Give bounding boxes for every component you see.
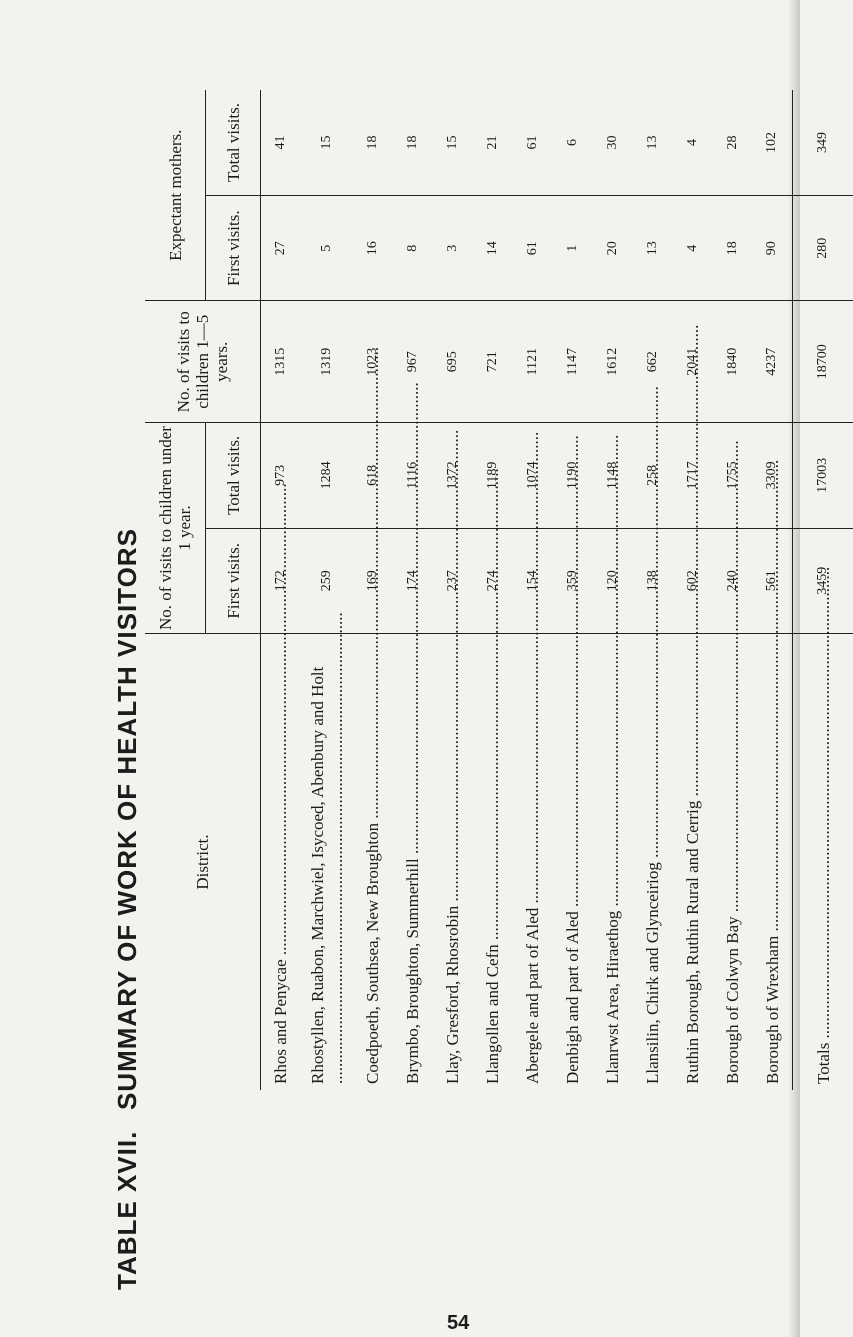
caption-table-label-text: TABLE XVII. [112,1130,142,1290]
value-cell-visits-1-5: 4237 [753,301,793,423]
totals-cell-em-total: 349 [793,90,853,195]
value-cell-em-first: 4 [673,195,713,300]
table-row [301,90,353,1090]
page-number-text: 54 [447,1312,470,1334]
value-cell-first-u1: 174 [393,528,433,633]
table-row [393,90,433,1090]
value-cell-visits-1-5: 1315 [261,301,301,423]
value-cell-em-first: 1 [553,195,593,300]
value-cell-total-u1: 1148 [593,423,633,528]
district-cell: Borough of Wrexham ..... [753,633,793,1090]
table-row [553,90,593,1090]
district-cell: Rhos and Penycae ..... [261,633,301,1090]
value-cell-first-u1: 172 [261,528,301,633]
value-cell-total-u1: 258 [633,423,673,528]
value-cell-em-total: 102 [764,132,780,153]
children-1-5-header: No. of visits to children 1—5 years. [145,301,261,423]
district-cell: Llansilin, Chirk and Glynceiriog ..... [633,633,673,1090]
value-cell-first-u1: 259 [301,528,353,633]
district-cell: Llay, Gresford, Rhosrobin ..... [433,633,473,1090]
value-cell-em-first: 8 [393,195,433,300]
value-cell-em-first: 5 [301,195,353,300]
table-row [473,90,513,1090]
value-cell-first-u1: 169 [353,528,393,633]
table-row [633,90,673,1090]
totals-cell-em-first: 280 [793,195,853,300]
totals-cell-visits-1-5: 18700 [793,301,853,423]
value-cell-total-u1: 1189 [473,423,513,528]
value-cell-total-u1: 1755 [713,423,753,528]
value-cell-em-total: 28 [724,135,740,150]
value-cell-total-u1: 1284 [301,423,353,528]
value-cell-em-first: 90 [753,195,793,300]
table-row [353,90,393,1090]
value-cell-total-u1: 1190 [553,423,593,528]
value-cell-first-u1: 602 [673,528,713,633]
value-cell-total-u1: 1372 [433,423,473,528]
totals-cell-first-u1: 3459 [793,528,853,633]
district-cell: Denbigh and part of Aled ..... [553,633,593,1090]
table-row [513,90,553,1090]
value-cell-visits-1-5: 662 [633,301,673,423]
value-cell-visits-1-5: 1147 [553,301,593,423]
value-cell-visits-1-5: 1840 [713,301,753,423]
table-row [593,90,633,1090]
value-cell-first-u1: 359 [553,528,593,633]
totals-label: Totals ..... [793,633,853,1090]
value-cell-em-total: 18 [404,135,420,150]
value-cell-visits-1-5: 1023 [353,301,393,423]
value-cell-visits-1-5: 2041 [673,301,713,423]
value-cell-em-first: 18 [713,195,753,300]
value-cell-em-total: 61 [524,135,540,150]
table-row [713,90,753,1090]
em-first-visits-header: First visits. [206,195,261,300]
value-cell-em-total: 41 [272,135,288,150]
u1-total-visits-header: Total visits. [206,423,261,528]
value-cell-em-first: 61 [513,195,553,300]
value-cell-first-u1: 274 [473,528,513,633]
table-row [673,90,713,1090]
value-cell-first-u1: 154 [513,528,553,633]
summary-table [145,90,853,1090]
value-cell-em-first: 27 [261,195,301,300]
value-cell-visits-1-5: 695 [433,301,473,423]
value-cell-em-total: 18 [364,135,380,150]
value-cell-em-total: 15 [444,135,460,150]
value-cell-em-total: 13 [644,135,660,150]
district-cell: Brymbo, Broughton, Summerhill ..... [393,633,433,1090]
table-row [261,90,301,1090]
children-under-1-header: No. of visits to children under 1 year. [145,423,206,634]
value-cell-total-u1: 3309 [753,423,793,528]
value-cell-visits-1-5: 1612 [593,301,633,423]
district-cell: Llangollen and Cefn ..... [473,633,513,1090]
district-cell: Borough of Colwyn Bay ..... [713,633,753,1090]
value-cell-em-first: 20 [593,195,633,300]
em-total-visits-header: Total visits. [206,90,261,195]
value-cell-em-total: 4 [684,139,700,146]
district-header: District. [145,633,261,1090]
value-cell-total-u1: 1074 [513,423,553,528]
value-cell-visits-1-5: 967 [393,301,433,423]
value-cell-em-first: 3 [433,195,473,300]
value-cell-em-first: 13 [633,195,673,300]
district-cell: Ruthin Borough, Ruthin Rural and Cerrig ..... [673,633,713,1090]
value-cell-em-total: 15 [318,135,334,150]
value-cell-first-u1: 120 [593,528,633,633]
value-cell-total-u1: 618 [353,423,393,528]
value-cell-visits-1-5: 1121 [513,301,553,423]
value-cell-total-u1: 1116 [393,423,433,528]
district-cell: Coedpoeth, Southsea, New Broughton ..... [353,633,393,1090]
district-cell: Abergele and part of Aled ..... [513,633,553,1090]
value-cell-first-u1: 561 [753,528,793,633]
table-row [753,90,793,1090]
totals-row [793,90,853,1090]
value-cell-em-total: 30 [604,135,620,150]
value-cell-first-u1: 138 [633,528,673,633]
value-cell-em-first: 14 [473,195,513,300]
value-cell-em-first: 16 [353,195,393,300]
value-cell-visits-1-5: 1319 [301,301,353,423]
district-cell: Llanrwst Area, Hiraethog ..... [593,633,633,1090]
value-cell-total-u1: 1717 [673,423,713,528]
value-cell-visits-1-5: 721 [473,301,513,423]
value-cell-total-u1: 973 [261,423,301,528]
expectant-mothers-header: Expectant mothers. [145,90,206,301]
value-cell-first-u1: 237 [433,528,473,633]
value-cell-first-u1: 240 [713,528,753,633]
u1-first-visits-header: First visits. [206,528,261,633]
caption-summary-text: SUMMARY OF WORK OF HEALTH VISITORS [112,528,142,1110]
value-cell-em-total: 21 [484,135,500,150]
table-row [433,90,473,1090]
value-cell-em-total: 6 [564,139,580,146]
district-cell: Rhostyllen, Ruabon, Marchwiel, Isycoed, Abenbury and Holt ..... [301,633,353,1090]
totals-cell-total-u1: 17003 [793,423,853,528]
